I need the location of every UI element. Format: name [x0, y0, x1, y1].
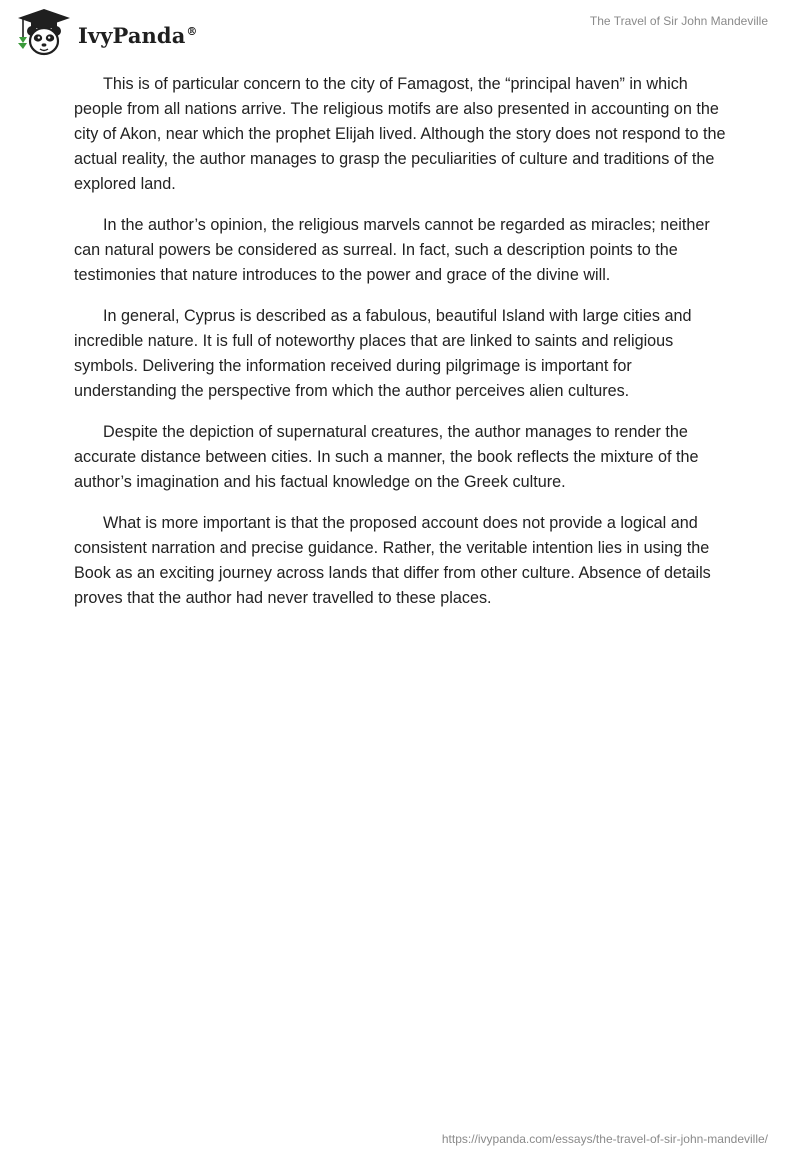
logo-wordmark	[78, 23, 198, 48]
paragraph: Despite the depiction of supernatural creatures, the author manages to render the accurate distance between cities. In such a manner, the book reflects the mixture of the author’s imagination and his factual knowledge on the Greek culture.	[74, 423, 699, 491]
ivypanda-logo[interactable]	[14, 7, 198, 57]
paragraph: In the author’s opinion, the religious marvels cannot be regarded as miracles; neither can natural powers be considered as surreal. In fact, such a description points to the testimonies that nature introduces to the power and grace of the divine will.	[74, 216, 710, 284]
document-title: The Travel of Sir John Mandeville	[589, 14, 768, 28]
panda-graduate-icon	[14, 7, 74, 57]
paragraph: What is more important is that the proposed account does not provide a logical and consistent narration and precise guidance. Rather, the veritable intention lies in using the Book as an exciting journey across lands that differ from other culture. Absence of details proves that the author had never travelled to these places.	[74, 514, 711, 607]
page-header	[0, 0, 800, 64]
source-url-link[interactable]: https://ivypanda.com/essays/the-travel-of-sir-john-mandeville/	[441, 1132, 768, 1146]
paragraph: In general, Cyprus is described as a fabulous, beautiful Island with large cities and incredible nature. It is full of noteworthy places that are linked to saints and religious symbols. Delivering the information received during pilgrimage is important for understanding the perspective from which the author perceives alien cultures.	[74, 307, 692, 400]
paragraph: This is of particular concern to the city of Famagost, the “principal haven” in which people from all nations arrive. The religious motifs are also presented in accounting on the city of Akon, near which the prophet Elijah lived. Although the story does not respond to the actual reality, the author manages to grasp the peculiarities of culture and traditions of the explored land.	[74, 75, 726, 193]
registered-mark: ®	[186, 24, 198, 38]
logo-name: IvyPanda	[78, 22, 186, 48]
essay-body	[74, 72, 730, 627]
